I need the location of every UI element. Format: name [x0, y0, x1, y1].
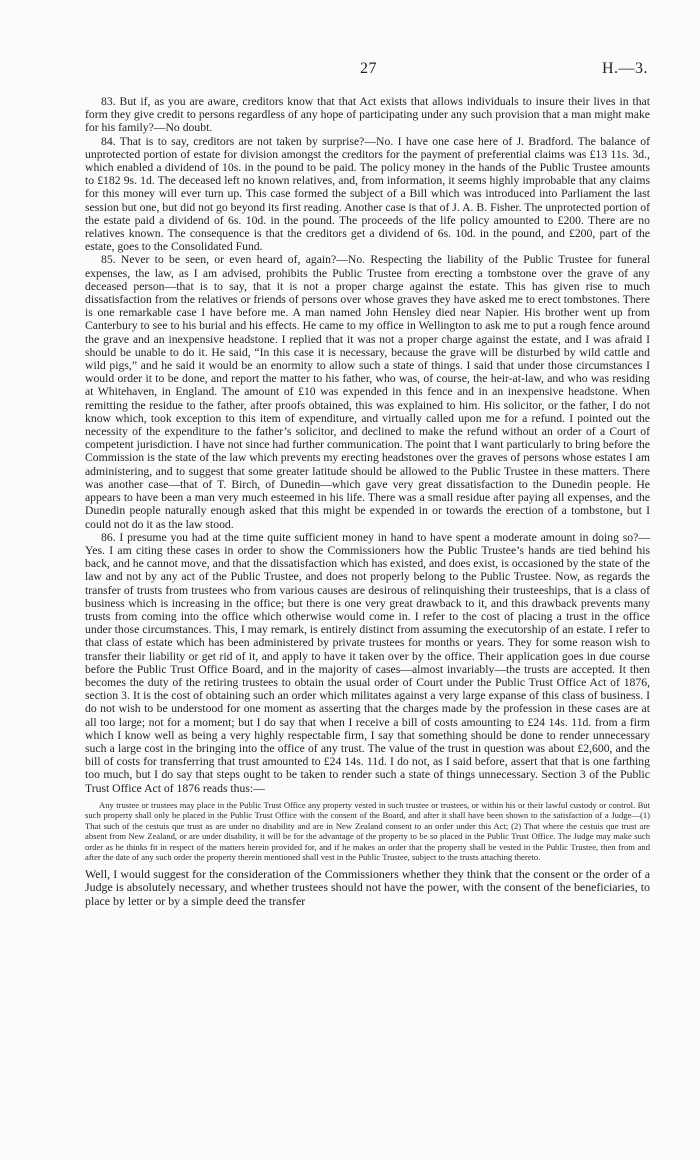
document-body [85, 95, 650, 908]
paragraph-84: 84. That is to say, creditors are not taken by surprise?—No. I have one case here of J. Bradford. The balance of unprotected portion of estate for division amongst the creditors for the payment of preferential claims was £13 11s. 3d., which enabled a dividend of 10s. in the pound to be paid. The policy money in the hands of the Public Trustee amounts to £182 9s. 1d. The deceased left no known relatives, and, from information, it seems highly improbable that any claims for this money will ever turn up. This case formed the subject of a Bill which was introduced into Parliament the last session but one, but did not go beyond its first reading. Another case is that of J. A. B. Fisher. The unprotected portion of the estate paid a dividend of 6s. 10d. in the pound. The proceeds of the life policy amounted to £200. There are no relatives known. The consequence is that the creditors get a dividend of 6s. 10d. in the pound, and £200, part of the estate, goes to the Consolidated Fund. [85, 134, 650, 254]
paragraph-83: 83. But if, as you are aware, creditors know that that Act exists that allows individuals to insure their lives in that form they give credit to persons regardless of any hope of participating under any such provision that a man might make for his family?—No doubt. [85, 95, 650, 135]
paragraph-85: 85. Never to be seen, or even heard of, again?—No. Respecting the liability of the Public Trustee for funeral expenses, the law, as I am advised, prohibits the Public Trustee from erecting a tombstone over the grave of any deceased person—that is to say, that it is not a proper charge against the estate. This has given rise to much dissatisfaction from the relatives or friends of persons over whose graves they have asked me to erect tombstones. There is one remarkable case I have before me. A man named John Hensley died near Napier. His brother went up from Canterbury to see to his burial and his effects. He came to my office in Wellington to ask me to put a rough fence around the grave and an inexpensive headstone. I replied that it was not a proper charge against the estate, and I was afraid I should be unable to do it. He said, “In this case it is necessary, because the grave will be disturbed by wild cattle and wild pigs,” and he said it would be an enormity to allow such a state of things. I said that under those circumstances I would order it to be done, and report the matter to his father, who was, of course, the heir-at-law, and who was residing at Whitehaven, in England. The amount of £10 was expended in this fence and in an inexpensive headstone. When remitting the residue to the father, after proofs obtained, this was explained to him. His solicitor, or the father, I do not know which, took exception to this item of expenditure, and virtually called upon me for a refund. I pointed out the necessity of the expenditure to the father’s solicitor, and declined to make the refund without an order of a Court of competent jurisdiction. I have not since had further communication. The point that I want particularly to bring before the Commission is the state of the law which prevents my erecting headstones over the graves of persons whose estates I am administering, and to suggest that some greater latitude should be allowed to the Public Trustee in these matters. There was another case—that of T. Birch, of Dunedin—which gave very great dissatisfaction to the Dunedin people. He appears to have been a man very much esteemed in his life. There was a small residue after paying all expenses, and the Dunedin people naturally enough asked that this might be expended in or towards the erection of a tombstone, but I could not do it as the law stood. [85, 253, 650, 531]
statute-quote: Any trustee or trustees may place in the Public Trust Office any property vested in such trustee or trustees, or within his or their lawful custody or control. But such property shall only be placed in the Public Trust Office with the consent of the Board, and after it shall have been shown to the satisfaction of a Judge—(1) That such of the cestuis que trust as are under no disability and are in New Zealand consent to an order under this Act; (2) That where the cestuis que trust are absent from New Zealand, or are under disability, it will be for the advantage of the property to be so placed in the Public Trust Office. The Judge may make such order as he thinks fit in respect of the matters herein provided for, and if he makes an order that the property shall be vested in the Public Trustee, then from and after the date of any such order the property therein mentioned shall vest in the Public Trustee, subject to the trusts attaching thereto. [85, 799, 650, 863]
page-header [85, 60, 652, 84]
document-reference: H.—3. [601, 60, 648, 77]
paragraph-86: 86. I presume you had at the time quite sufficient money in hand to have spent a moderate amount in doing so?—Yes. I am citing these cases in order to show the Commissioners how the Public Trustee’s hands are tied behind his back, and he cannot move, and that the dissatisfaction which has existed, and does exist, is occasioned by the state of the law and not by any act of the Public Trustee, and does not properly belong to the Public Trustee. Now, as regards the transfer of trusts from trustees who from various causes are desirous of relinquishing their trusteeships, that is a class of business which is increasing in the office; but there is one very great drawback to it, and this drawback prevents many trusts from coming into the office which otherwise would come in. I refer to the cost of placing a trust in the office under those circumstances. This, I may remark, is entirely distinct from assuming the executorship of an estate. I refer to that class of estate which has been administered by private trustees for months or years. They for some reason wish to transfer their liability or get rid of it, and apply to have it taken over by the office. Their application goes in due course before the Public Trust Office Board, and in the majority of cases—almost invariably—the trusts are accepted. It then becomes the duty of the retiring trustees to obtain the usual order of Court under the Public Trust Office Act of 1876, section 3. It is the cost of obtaining such an order which militates against a very large expanse of this class of business. I do not wish to be understood for one moment as asserting that the charges made by the profession in these cases are at all too large; not for a moment; but I do say that when I receive a bill of costs amounting to £24 14s. 11d. from a firm which I know well as being a very highly respectable firm, I say that something should be done to render unnecessary such a large cost in the bringing into the office of any trust. The value of the trust in question was about £2,600, and the bill of costs for transferring that trust amounted to £24 14s. 11d. I do not, as I said before, assert that that is one farthing too much, but I do say that steps ought to be taken to render such a state of things unnecessary. Section 3 of the Public Trust Office Act of 1876 reads thus:— [85, 530, 650, 795]
page-number: 27 [360, 60, 377, 77]
closing-paragraph: Well, I would suggest for the consideration of the Commissioners whether they think that the consent or the order of a Judge is absolutely necessary, and whether trustees should not have the power, with the consent of the beneficiaries, to place by letter or by a simple deed the transfer [85, 866, 650, 908]
